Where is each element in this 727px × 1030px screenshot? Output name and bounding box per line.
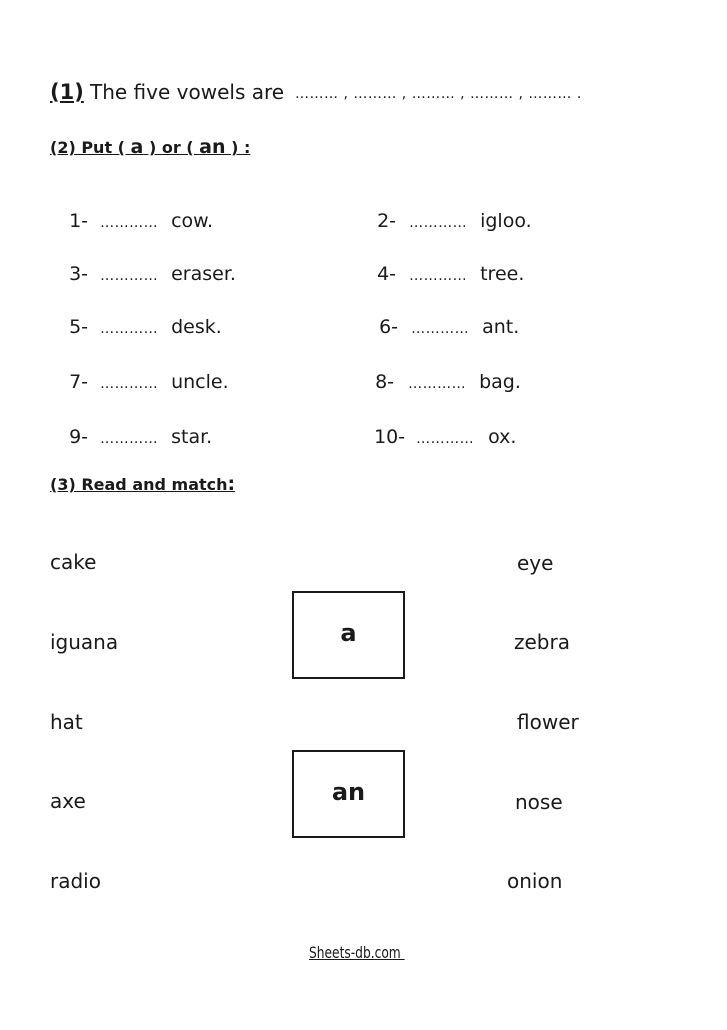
exercise-item-number: 3- <box>69 263 89 285</box>
exercise-item-number: 5- <box>69 316 89 338</box>
answer-blank: ………… <box>100 431 159 447</box>
answer-blank: ………… <box>100 376 159 392</box>
question-2-heading-prefix: (2) Put ( <box>50 138 131 157</box>
match-box-a <box>292 591 405 679</box>
answer-blank: ………… <box>100 268 159 284</box>
exercise-item-4 <box>365 241 524 285</box>
exercise-item-2 <box>365 188 532 232</box>
question-3-heading-text: (3) Read and match <box>50 475 228 494</box>
match-word-left: iguana <box>50 630 119 654</box>
exercise-item-word: ox. <box>488 426 517 448</box>
match-box-an <box>292 750 405 838</box>
exercise-item-10 <box>362 404 516 448</box>
exercise-item-3 <box>57 241 236 285</box>
match-word-left: hat <box>50 710 83 734</box>
answer-blank: ………… <box>409 215 468 231</box>
exercise-item-word: bag. <box>479 371 521 393</box>
match-box-an-label: an <box>331 778 366 806</box>
question-1-text: The five vowels are <box>90 80 285 104</box>
exercise-item-word: cow. <box>171 210 213 232</box>
exercise-item-number: 9- <box>69 426 89 448</box>
answer-blank: ………… <box>100 321 159 337</box>
match-word-right: zebra <box>514 630 570 654</box>
question-2-heading-suffix: ) : <box>225 138 251 157</box>
question-2-heading-a: a <box>130 136 144 158</box>
match-word-left: radio <box>50 869 101 893</box>
exercise-item-number: 6- <box>379 316 399 338</box>
question-3-heading <box>50 473 235 495</box>
exercise-item-6 <box>367 294 519 338</box>
match-word-left: axe <box>50 789 86 813</box>
exercise-item-word: desk. <box>171 316 222 338</box>
exercise-item-word: igloo. <box>480 210 532 232</box>
answer-blank: ………… <box>409 268 468 284</box>
question-2-heading <box>50 136 250 158</box>
match-word-right: flower <box>517 710 579 734</box>
question-1-number: (1) <box>50 80 84 104</box>
answer-blank: ………… <box>411 321 470 337</box>
exercise-item-word: tree. <box>480 263 525 285</box>
question-2-heading-mid: ) or ( <box>143 138 200 157</box>
match-word-right: nose <box>515 790 563 814</box>
exercise-item-1 <box>57 188 213 232</box>
match-word-right: eye <box>517 551 554 575</box>
exercise-item-8 <box>363 349 521 393</box>
match-box-a-label: a <box>340 619 357 647</box>
footer-source: Sheets-db.com <box>309 943 405 962</box>
answer-blank: ………… <box>416 431 475 447</box>
exercise-item-word: eraser. <box>171 263 236 285</box>
exercise-item-word: star. <box>171 426 213 448</box>
exercise-item-7 <box>57 349 229 393</box>
exercise-item-5 <box>57 294 222 338</box>
exercise-item-number: 2- <box>377 210 397 232</box>
question-3-heading-colon: : <box>227 473 236 495</box>
match-word-left: cake <box>50 550 97 574</box>
exercise-item-number: 4- <box>377 263 397 285</box>
answer-blank: ………… <box>408 376 467 392</box>
exercise-item-word: uncle. <box>171 371 229 393</box>
exercise-item-number: 7- <box>69 371 89 393</box>
exercise-item-number: 1- <box>69 210 89 232</box>
exercise-item-number: 8- <box>375 371 395 393</box>
answer-blank: ………… <box>100 215 159 231</box>
match-word-right: onion <box>507 869 563 893</box>
exercise-item-word: ant. <box>482 316 520 338</box>
question-2-heading-an: an <box>199 136 226 158</box>
question-1-blanks: ……… , ……… , ……… , ……… , ……… . <box>295 86 582 102</box>
exercise-item-number: 10- <box>374 426 406 448</box>
exercise-item-9 <box>57 404 212 448</box>
